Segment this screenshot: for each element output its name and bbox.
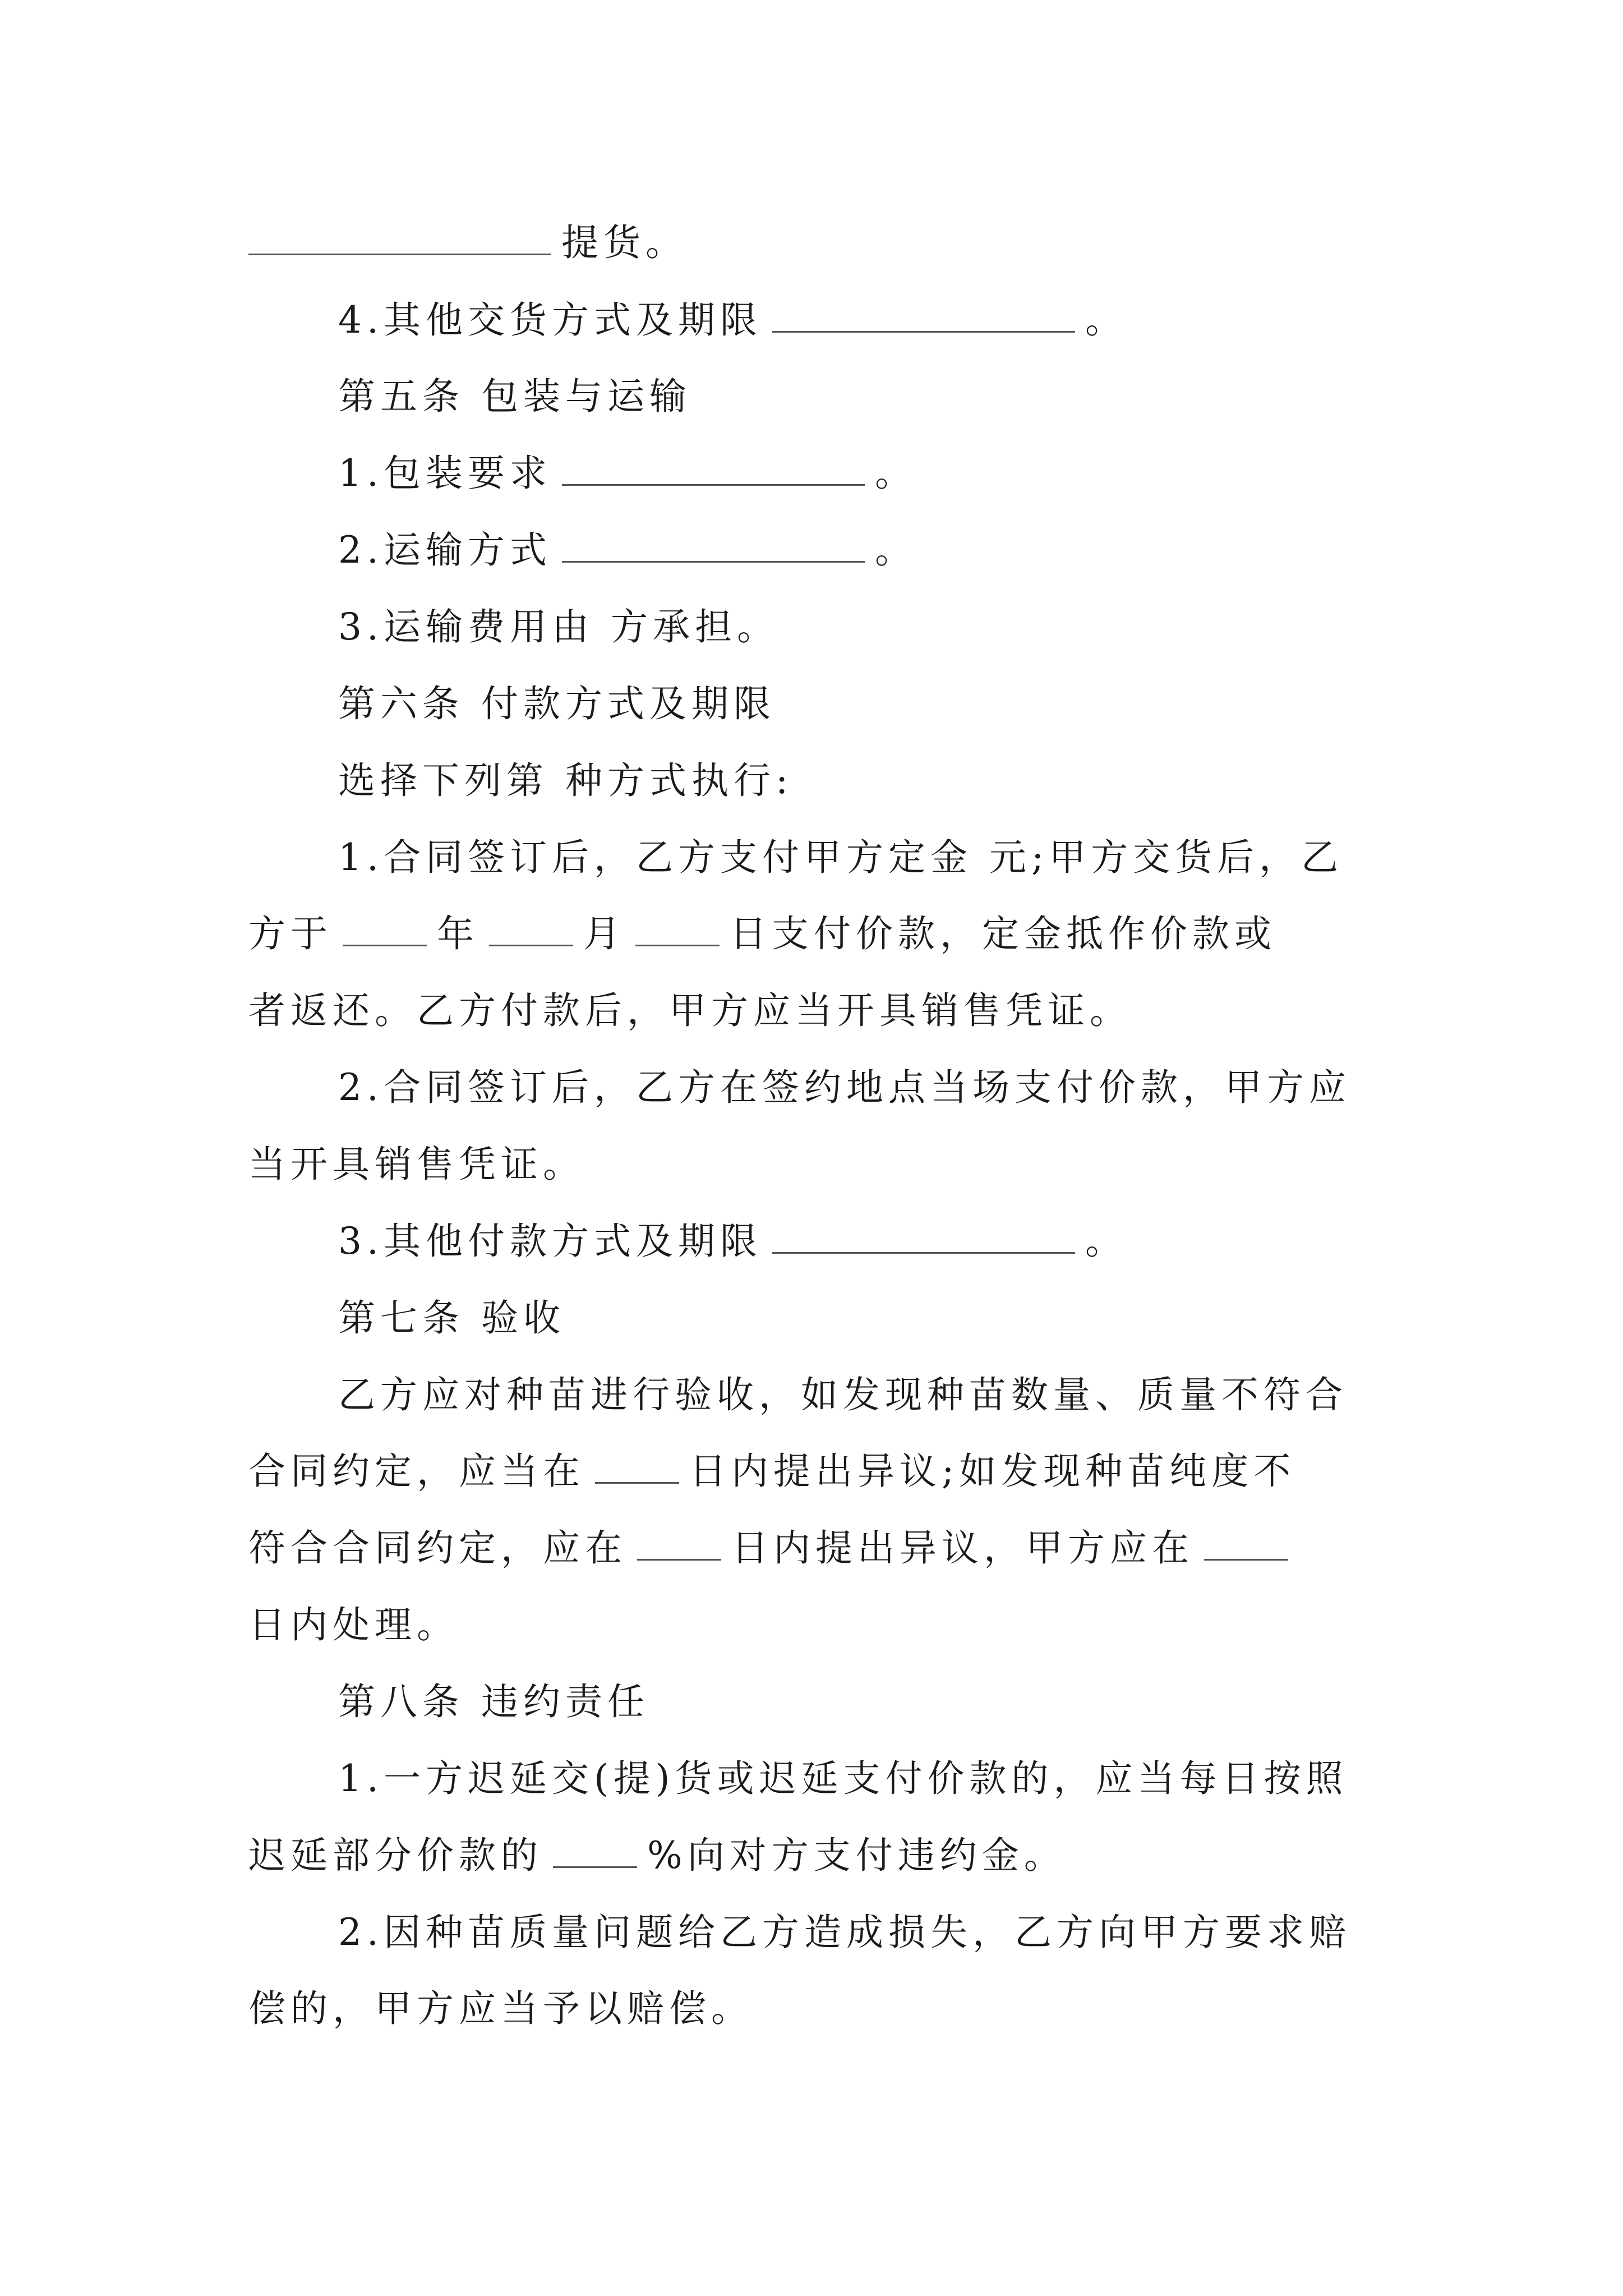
text-segment: 合同约定，应当在 [248,1450,585,1493]
text-line [338,1373,1477,1416]
fill-blank [772,327,1075,333]
text-segment: 日内处理。 [248,1603,459,1646]
text-line [248,1450,1387,1493]
text-line [248,912,1387,955]
text-segment: 符合合同约定，应在 [248,1526,627,1570]
text-line [338,1757,1477,1800]
fill-blank [1204,1555,1288,1561]
text-segment: 方于 [248,912,333,955]
text-segment: 提货。 [561,221,688,264]
fill-blank [637,1555,721,1561]
text-segment: 当开具销售凭证。 [248,1143,585,1186]
text-line [248,1143,1387,1186]
fill-blank [489,941,573,946]
section-heading [338,375,1477,418]
text-segment: 2.合同签订后，乙方在签约地点当场支付价款，甲方应 [338,1066,1351,1109]
text-line [248,989,1387,1032]
text-segment: 偿的，甲方应当予以赔偿。 [248,1987,753,2030]
fill-blank [553,1862,637,1868]
text-line [338,759,1477,802]
text-segment: 第五条 包装与运输 [338,375,691,418]
text-segment: 2.因种苗质量问题给乙方造成损失，乙方向甲方要求赔 [338,1911,1351,1954]
text-line [248,1603,1387,1646]
text-segment: 。 [1085,1220,1127,1263]
text-segment: 。 [1085,298,1127,342]
text-line [338,1911,1477,1954]
text-segment: %向对方支付违约金。 [647,1834,1066,1877]
text-segment: 1.合同签订后，乙方支付甲方定金 元;甲方交货后，乙 [338,836,1344,879]
text-segment: 3.其他付款方式及期限 [338,1220,762,1263]
text-line [338,605,1477,648]
fill-blank [635,941,720,946]
text-segment: 日内提出异议，甲方应在 [731,1526,1194,1570]
text-segment: 。 [874,452,917,495]
text-line [248,221,1387,264]
section-heading [338,1296,1477,1340]
text-segment: 。 [874,528,917,572]
text-line [338,1066,1477,1109]
text-line [338,528,1477,572]
text-segment: 迟延部分价款的 [248,1834,543,1877]
text-line [248,1526,1387,1570]
text-segment: 2.运输方式 [338,528,552,572]
text-segment: 第七条 验收 [338,1296,565,1340]
text-segment: 1.包装要求 [338,452,552,495]
text-line [338,298,1477,342]
fill-blank [343,941,427,946]
text-segment: 4.其他交货方式及期限 [338,298,762,342]
section-heading [338,682,1477,725]
fill-blank [248,250,551,255]
text-segment: 月 [583,912,625,955]
text-line [248,1834,1387,1877]
section-heading [338,1680,1477,1723]
text-segment: 年 [437,912,479,955]
text-segment: 日内提出异议;如发现种苗纯度不 [689,1450,1296,1493]
text-segment: 第八条 违约责任 [338,1680,649,1723]
text-segment: 乙方应对种苗进行验收，如发现种苗数量、质量不符合 [338,1373,1348,1416]
text-segment: 者返还。乙方付款后，甲方应当开具销售凭证。 [248,989,1132,1032]
text-segment: 1.一方迟延交(提)货或迟延支付价款的，应当每日按照 [338,1757,1348,1800]
text-segment: 选择下列第 种方式执行: [338,759,794,802]
text-segment: 第六条 付款方式及期限 [338,682,776,725]
fill-blank [595,1478,679,1484]
text-line [338,1220,1477,1263]
fill-blank [562,480,865,486]
text-segment: 日支付价款，定金抵作价款或 [730,912,1276,955]
text-line [338,836,1477,879]
text-line [248,1987,1387,2030]
text-line [338,452,1477,495]
fill-blank [772,1248,1075,1254]
fill-blank [562,557,865,563]
text-segment: 3.运输费用由 方承担。 [338,605,779,648]
